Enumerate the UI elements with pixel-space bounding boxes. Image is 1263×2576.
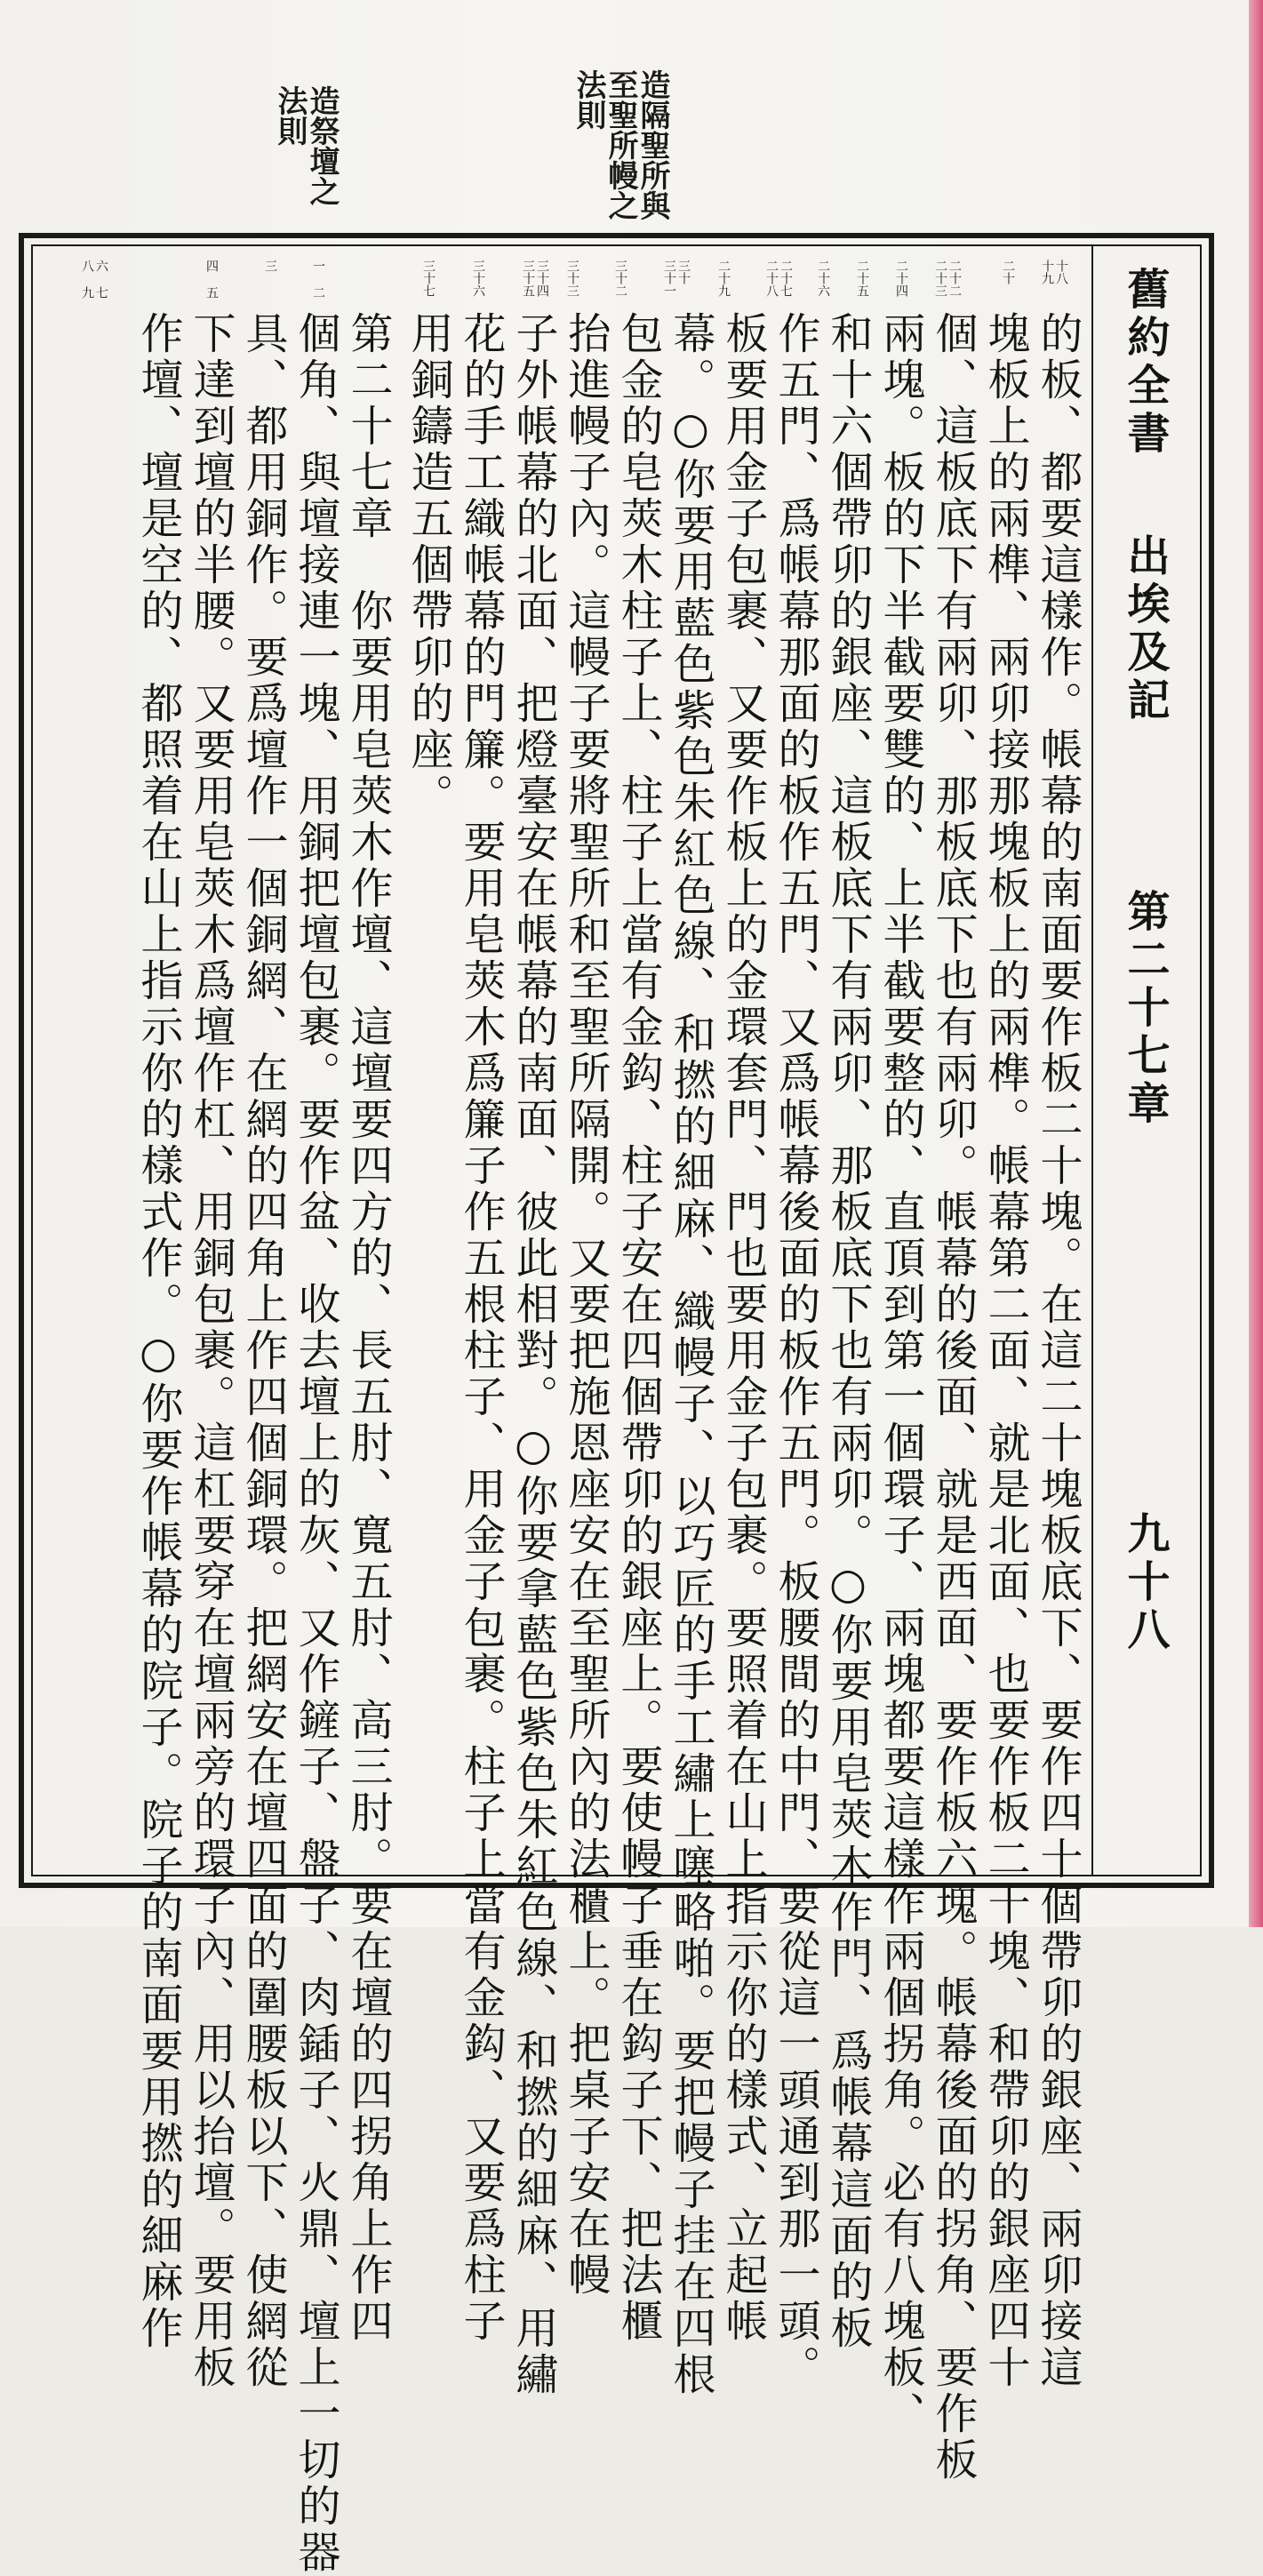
book-name: 出埃及記 [1120,533,1170,725]
verse-ref: 一 二 [311,260,325,299]
verse-ref: 三十四 三十五 [521,260,549,297]
verse-ref: 十八 十九 [1040,260,1068,284]
text-column: 下達到壇的半腰。又要用皂莢木爲壇作杠、用銅包裹。這杠要穿在壇兩旁的環子內、用以抬壇。要用板 [186,311,236,2391]
text-column: 板要用金子包裹、又要作板上的金環套門、門也要用金子包裹。要照着在山上指示你的樣式、立起帳 [718,311,768,2345]
verse-ref: 二十 [1001,260,1015,284]
verse-ref: 二十二 二十三 [933,260,962,297]
verse-ref: 六 七 八 九 [80,260,108,299]
verse-ref: 三十七 [421,260,436,297]
text-column: 和十六個帶卯的銀座、這板底下有兩卯、那板底下也有兩卯。○你要用皂莢木作門、爲帳幕這面的板 [823,311,873,2352]
verse-ref: 三十二 [613,260,628,297]
text-column: 花的手工織帳幕的門簾。要用皂莢木爲簾子作五根柱子、用金子包裹。柱子上當有金鈎、又要爲柱子 [456,311,506,2345]
text-column: 兩塊。板的下半截要雙的、上半截要整的、直頂到第一個環子、兩塊都要這樣作兩個拐角。必有八塊板、 [875,311,925,2437]
text-column: 個角、與壇接連一塊、用銅把壇包裹。要作盆、收去壇上的灰、又作鏟子、盤子、肉鍤子、火鼎、壇上一切的器 [291,311,340,2576]
text-column: 作壇、壇是空的、都照着在山上指示你的樣式作。○你要作帳幕的院子。院子的南面要用撚的細麻作 [133,311,183,2352]
verse-ref: 三十三 [565,260,580,297]
sidenote-altar-rules: 造祭壇之法則 [272,85,340,206]
verse-ref: 二十七 二十八 [764,260,793,297]
text-column: 子外帳幕的北面、把燈臺安在帳幕的南面、彼此相對。○你要拿藍色紫色朱紅色線、和撚的細麻、用繡 [508,311,558,2398]
verse-ref: 二十五 [855,260,869,297]
text-column: 作五門、爲帳幕那面的板作五門、又爲帳幕後面的板作五門。板腰間的中門、要從這一頭通到那一頭。 [771,311,820,2391]
text-column: 個、這板底下有兩卯、那板底下也有兩卯。帳幕的後面、就是西面、要作板六塊。帳幕後面的拐角、要作板 [928,311,978,2484]
verse-ref: 二十六 [816,260,830,297]
text-column: 抬進幔子內。這幔子要將聖所和至聖所隔開。又要把施恩座安在至聖所內的法櫃上。把桌子安在幔 [561,311,611,2299]
verse-ref: 二十九 [716,260,731,297]
page-number: 九十八 [1120,1511,1170,1655]
sidenote-curtain-rules: 造隔聖所與至聖所幔之法則 [571,69,670,220]
verse-ref: 四 五 [204,260,219,299]
page-edge [1249,0,1263,1927]
text-column: 第二十七章 你要用皂莢木作壇、這壇要四方的、長五肘、寬五肘、高三肘。要在壇的四拐角上作四 [343,311,393,2345]
verse-ref: 三 [263,260,277,272]
text-column: 包金的皂莢木柱子上、柱子上當有金鈎、柱子安在四個帶卯的銀座上。要使幔子垂在鈎子下、把法櫃 [613,311,663,2345]
header-divider [1091,244,1093,1876]
text-column: 的板、都要這樣作。帳幕的南面要作板二十塊。在這二十塊板底下、要作四十個帶卯的銀座、兩卯接這 [1033,311,1083,2391]
text-column: 用銅鑄造五個帶卯的座。 [404,311,453,820]
verse-ref: 三十六 [471,260,485,297]
text-column: 塊板上的兩榫、兩卯接那塊板上的兩榫。帳幕第二面、就是北面、也要作板二十塊、和帶卯的銀座四十 [980,311,1030,2391]
verse-ref: 二十四 [894,260,908,297]
verse-ref: 三十 三十一 [662,260,691,297]
book-title: 舊約全書 [1120,267,1170,459]
chapter-heading: 第二十七章 [1120,889,1170,1129]
text-column: 幕。○你要用藍色紫色朱紅色線、和撚的細麻、織幔子、以巧匠的手工繡上噻略啪。要把幔子挂在四根 [666,311,715,2398]
text-column: 具、都用銅作。要爲壇作一個銅網、在網的四角上作四個銅環。把網安在壇四面的圍腰板以下、使網從 [238,311,288,2391]
